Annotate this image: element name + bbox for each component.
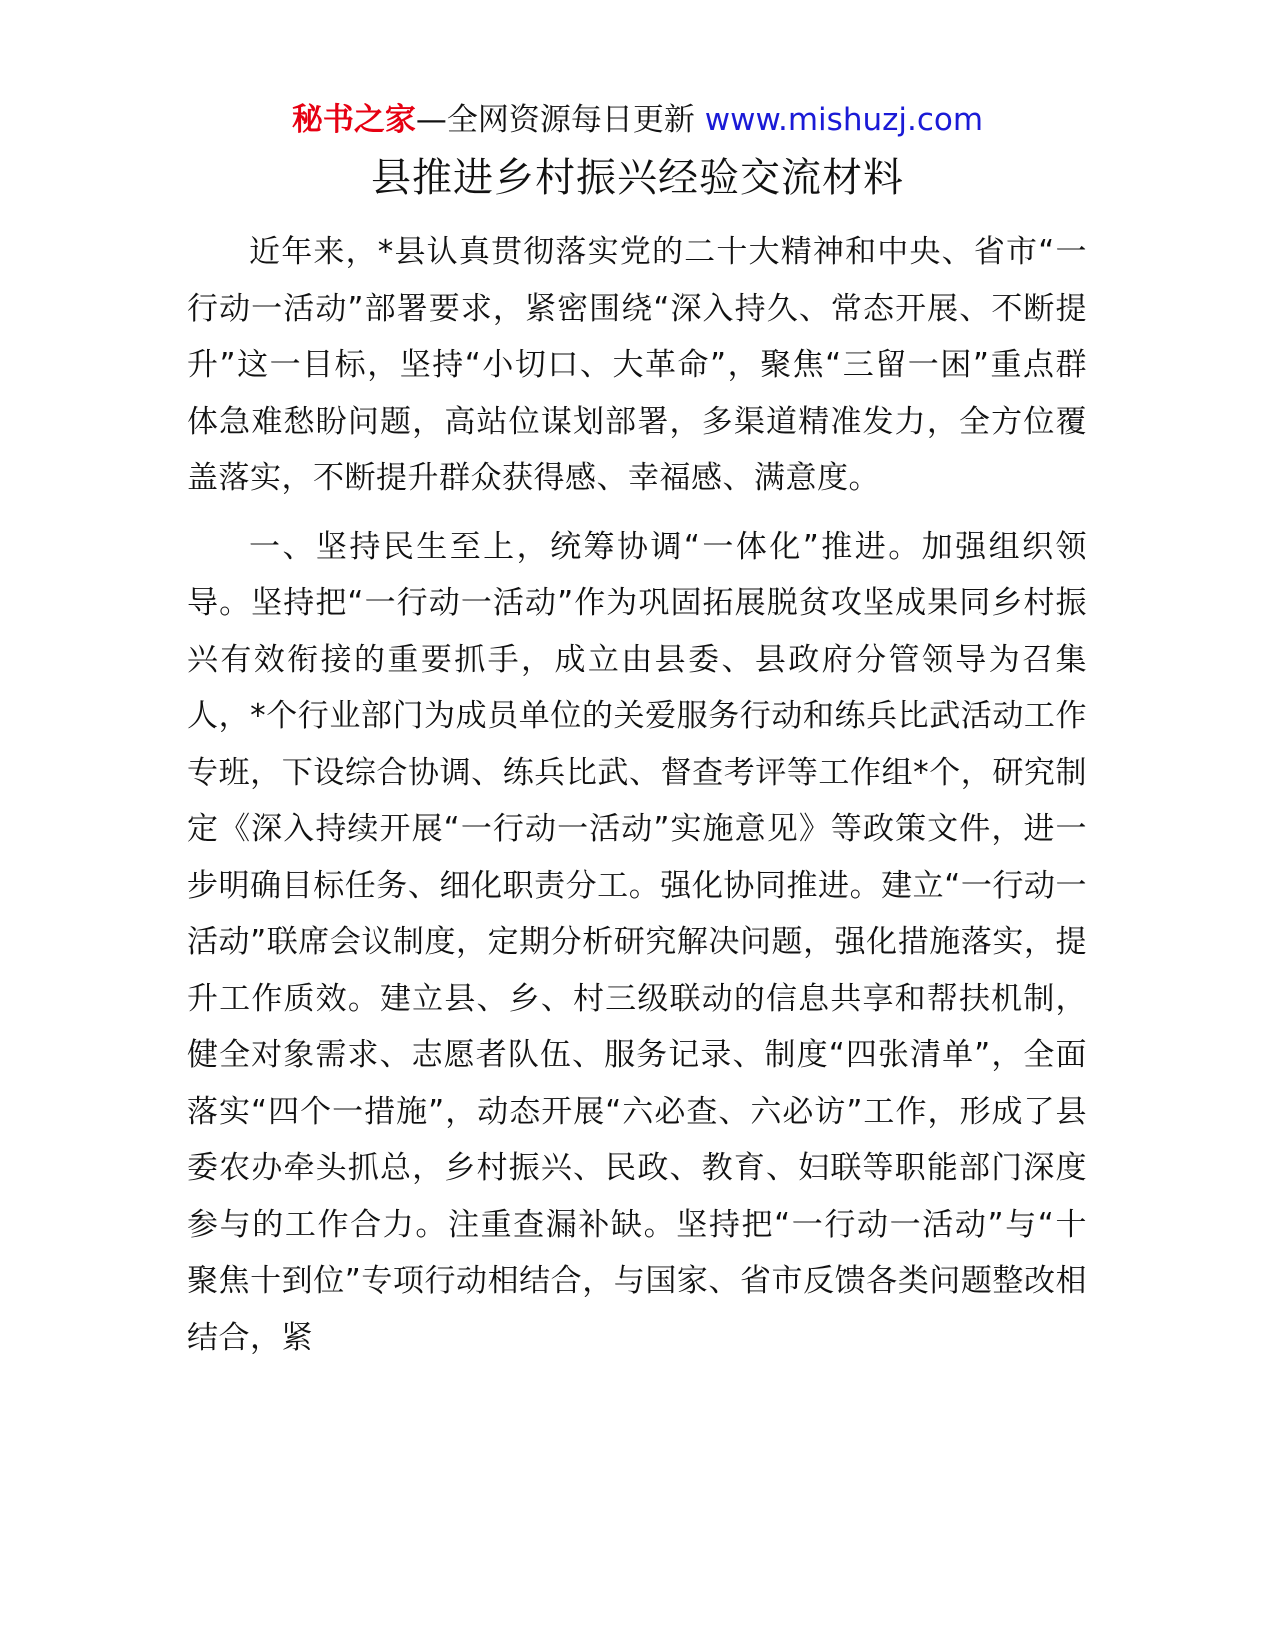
document-body [187, 224, 1087, 1366]
header-slogan: —全网资源每日更新 [415, 102, 705, 138]
paragraph-intro: 近年来，*县认真贯彻落实党的二十大精神和中央、省市“一行动一活动”部署要求，紧密围绕“深入持久、常态开展、不断提升”这一目标，坚持“小切口、大革命”，聚焦“三留一困”重点群体急难愁盼问题，高站位谋划部署，多渠道精准发力，全方位覆盖落实，不断提升群众获得感、幸福感、满意度。 [187, 234, 1087, 496]
site-header [0, 98, 1275, 142]
paragraph-section-one: 一、坚持民生至上，统筹协调“一体化”推进。加强组织领导。坚持把“一行动一活动”作为巩固拓展脱贫攻坚成果同乡村振兴有效衔接的重要抓手，成立由县委、县政府分管领导为召集人，*个行业部门为成员单位的关爱服务行动和练兵比武活动工作专班，下设综合协调、练兵比武、督查考评等工作组*个，研究制定《深入持续开展“一行动一活动”实施意见》等政策文件，进一步明确目标任务、细化职责分工。强化协同推进。建立“一行动一活动”联席会议制度，定期分析研究解决问题，强化措施落实，提升工作质效。建立县、乡、村三级联动的信息共享和帮扶机制，健全对象需求、志愿者队伍、服务记录、制度“四张清单”，全面落实“四个一措施”，动态开展“六必查、六必访”工作，形成了县委农办牵头抓总，乡村振兴、民政、教育、妇联等职能部门深度参与的工作合力。注重查漏补缺。坚持把“一行动一活动”与“十聚焦十到位”专项行动相结合，与国家、省市反馈各类问题整改相结合，紧 [187, 528, 1087, 1356]
document-title: 县推进乡村振兴经验交流材料 [371, 155, 904, 201]
brand-name: 秘书之家 [291, 102, 416, 138]
site-url-link[interactable]: www.mishuzj.com [704, 102, 984, 138]
